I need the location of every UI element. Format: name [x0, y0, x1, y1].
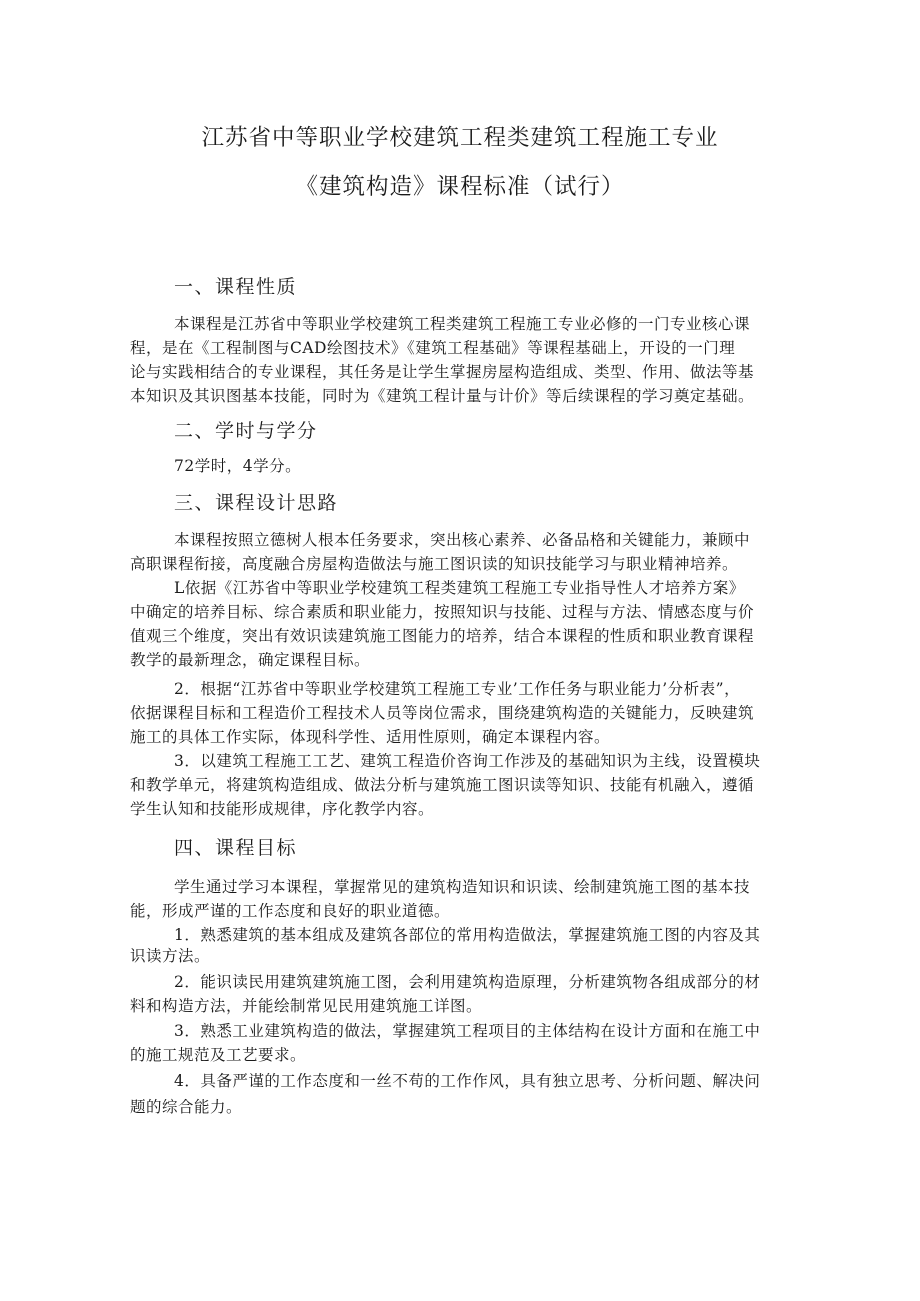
paragraph-line: 依据课程目标和工程造价工程技术人员等岗位需求，围绕建筑构造的关键能力，反映建筑 — [130, 704, 755, 722]
section-heading-course-objectives: 四、课程目标 — [174, 837, 298, 859]
paragraph-line: L依据《江苏省中等职业学校建筑工程类建筑工程施工专业指导性人才培养方案》 — [174, 579, 745, 597]
paragraph-line: 料和构造方法，并能绘制常见民用建筑施工详图。 — [130, 997, 483, 1015]
paragraph-line: 2．能识读民用建筑建筑施工图，会利用建筑构造原理，分析建筑物各组成部分的材 — [174, 973, 761, 991]
document-title-line-2: 《建筑构造》课程标准（试行） — [295, 174, 625, 200]
paragraph-line: 识读方法。 — [130, 947, 211, 965]
paragraph-line: 2．根据“江苏省中等职业学校建筑工程施工专业’工作任务与职业能力’分析表”， — [174, 680, 741, 698]
paragraph-line: 教学的最新理念，确定课程目标。 — [130, 651, 371, 669]
paragraph-line: 高职课程衔接，高度融合房屋构造做法与施工图识读的知识技能学习与职业精神培养。 — [130, 555, 739, 573]
section-heading-design-approach: 三、课程设计思路 — [174, 492, 339, 514]
paragraph-line: 的施工规范及工艺要求。 — [130, 1046, 307, 1064]
paragraph-line: 72学时，4学分。 — [174, 457, 302, 475]
paragraph-line: 施工的具体工作实际，体现科学性、适用性原则，确定本课程内容。 — [130, 728, 611, 746]
paragraph-line: 论与实践相结合的专业课程，其任务是让学生掌握房屋构造组成、类型、作用、做法等基 — [130, 363, 755, 381]
paragraph-line: 3．以建筑工程施工工艺、建筑工程造价咨询工作涉及的基础知识为主线，设置模块 — [174, 752, 761, 770]
paragraph-line: 程，是在《工程制图与CAD绘图技术》《建筑工程基础》等课程基础上，开设的一门理 — [130, 339, 736, 357]
section-heading-hours-credits: 二、学时与学分 — [174, 420, 318, 442]
paragraph-line: 能，形成严谨的工作态度和良好的职业道德。 — [130, 902, 451, 920]
paragraph-line: 本课程按照立德树人根本任务要求，突出核心素养、必备品格和关键能力，兼顾中 — [174, 531, 751, 549]
paragraph-line: 3．熟悉工业建筑构造的做法，掌握建筑工程项目的主体结构在设计方面和在施工中 — [174, 1022, 761, 1040]
document-title-line-1: 江苏省中等职业学校建筑工程类建筑工程施工专业 — [201, 125, 719, 151]
paragraph-line: 4．具备严谨的工作态度和一丝不苟的工作作风，具有独立思考、分析问题、解决问 — [174, 1072, 761, 1090]
paragraph-line: 值观三个维度，突出有效识读建筑施工图能力的培养，结合本课程的性质和职业教育课程 — [130, 627, 755, 645]
paragraph-line: 本课程是江苏省中等职业学校建筑工程类建筑工程施工专业必修的一门专业核心课 — [174, 315, 751, 333]
paragraph-line: 和教学单元，将建筑构造组成、做法分析与建筑施工图识读等知识、技能有机融入，遵循 — [130, 776, 755, 794]
section-heading-course-nature: 一、课程性质 — [174, 276, 298, 298]
paragraph-line: 1．熟悉建筑的基本组成及建筑各部位的常用构造做法，掌握建筑施工图的内容及其 — [174, 926, 761, 944]
paragraph-line: 中确定的培养目标、综合素质和职业能力，按照知识与技能、过程与方法、情感态度与价 — [130, 603, 755, 621]
paragraph-line: 学生认知和技能形成规律，序化教学内容。 — [130, 800, 435, 818]
paragraph-line: 学生通过学习本课程，掌握常见的建筑构造知识和识读、绘制建筑施工图的基本技 — [174, 878, 751, 896]
paragraph-line: 题的综合能力。 — [130, 1098, 243, 1116]
paragraph-line: 本知识及其识图基本技能，同时为《建筑工程计量与计价》等后续课程的学习奠定基础。 — [130, 387, 755, 405]
